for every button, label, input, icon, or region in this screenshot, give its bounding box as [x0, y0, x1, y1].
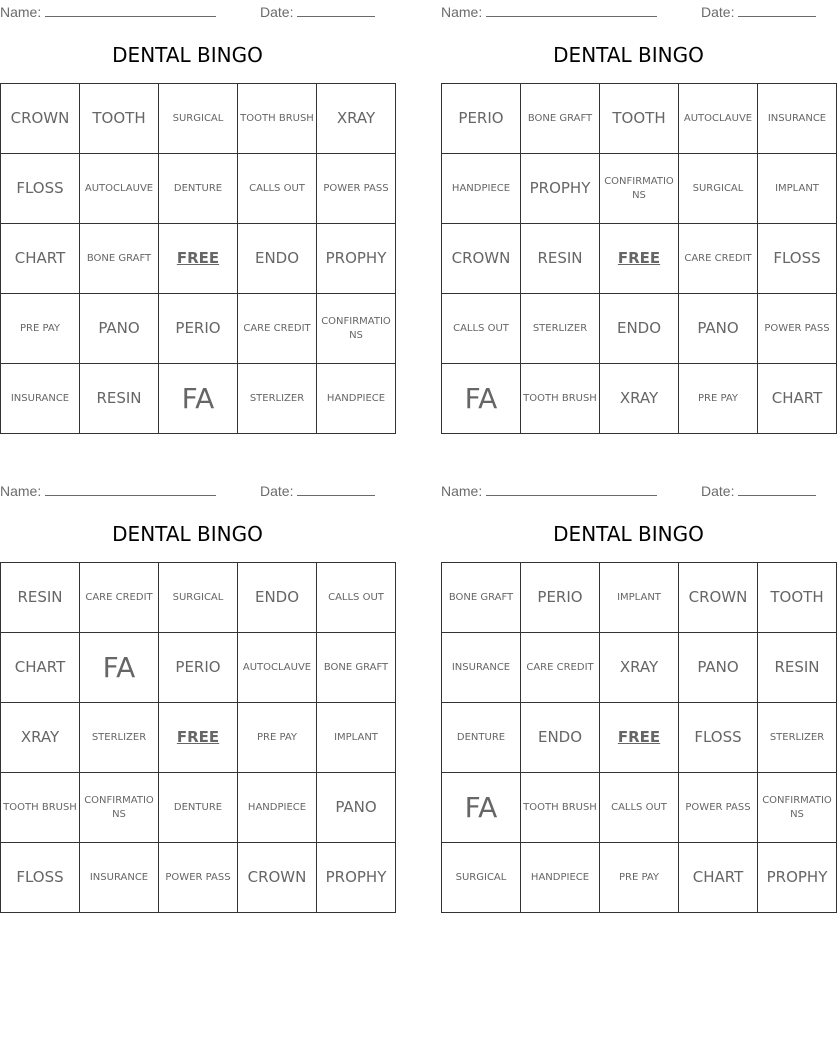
bingo-cell: POWER PASS	[758, 294, 837, 364]
bingo-cell: CALLS OUT	[442, 294, 521, 364]
bingo-cell: CALLS OUT	[317, 563, 396, 633]
bingo-cell: FLOSS	[679, 703, 758, 773]
card-header	[441, 479, 816, 501]
bingo-cell: DENTURE	[442, 703, 521, 773]
bingo-cell: TOOTH	[600, 84, 679, 154]
name-field[interactable]	[0, 2, 216, 20]
date-field[interactable]	[701, 481, 816, 499]
bingo-cell: CARE CREDIT	[80, 563, 159, 633]
bingo-cell: POWER PASS	[317, 154, 396, 224]
bingo-cell: PRE PAY	[1, 294, 80, 364]
bingo-cell: HANDPIECE	[317, 364, 396, 434]
name-field[interactable]	[0, 481, 216, 499]
free-space: FREE	[159, 224, 238, 294]
card-header	[0, 0, 375, 22]
bingo-cell: TOOTH BRUSH	[238, 84, 317, 154]
bingo-cell: ENDO	[600, 294, 679, 364]
bingo-cell: PRE PAY	[679, 364, 758, 434]
bingo-cell: TOOTH	[758, 563, 837, 633]
grid-row	[442, 224, 837, 294]
bingo-cell: BONE GRAFT	[442, 563, 521, 633]
card-title: DENTAL BINGO	[553, 522, 704, 546]
card-title: DENTAL BINGO	[553, 43, 704, 67]
bingo-cell: CHART	[679, 843, 758, 913]
bingo-cell: TOOTH	[80, 84, 159, 154]
bingo-cell: PROPHY	[317, 224, 396, 294]
grid-row	[442, 563, 837, 633]
bingo-grid	[0, 562, 396, 913]
bingo-cell: TOOTH BRUSH	[521, 364, 600, 434]
bingo-cell: CONFIRMATIONS	[600, 154, 679, 224]
name-label: Name:	[441, 483, 483, 499]
date-label: Date:	[701, 483, 735, 499]
grid-row	[1, 154, 396, 224]
bingo-cell: PRE PAY	[238, 703, 317, 773]
grid-row	[1, 84, 396, 154]
grid-row	[442, 294, 837, 364]
grid-row	[1, 843, 396, 913]
bingo-cell: PROPHY	[317, 843, 396, 913]
bingo-cell: CROWN	[238, 843, 317, 913]
bingo-cell: TOOTH BRUSH	[1, 773, 80, 843]
bingo-cell: CONFIRMATIONS	[80, 773, 159, 843]
name-line	[45, 481, 216, 496]
bingo-cell: BONE GRAFT	[80, 224, 159, 294]
bingo-grid	[441, 83, 837, 434]
bingo-cell: FA	[442, 364, 521, 434]
bingo-cell: CHART	[758, 364, 837, 434]
name-field[interactable]	[441, 2, 657, 20]
free-space: FREE	[600, 703, 679, 773]
name-line	[45, 2, 216, 17]
bingo-cell: INSURANCE	[80, 843, 159, 913]
name-label: Name:	[441, 4, 483, 20]
date-line	[297, 2, 375, 17]
bingo-cell: CONFIRMATIONS	[758, 773, 837, 843]
bingo-cell: STERLIZER	[521, 294, 600, 364]
grid-row	[1, 224, 396, 294]
bingo-grid	[441, 562, 837, 913]
bingo-cell: PANO	[80, 294, 159, 364]
date-label: Date:	[260, 483, 294, 499]
bingo-cell: CROWN	[442, 224, 521, 294]
card-title: DENTAL BINGO	[112, 522, 263, 546]
bingo-cell: INSURANCE	[758, 84, 837, 154]
name-field[interactable]	[441, 481, 657, 499]
bingo-cell: CALLS OUT	[600, 773, 679, 843]
bingo-grid	[0, 83, 396, 434]
bingo-cell: ENDO	[521, 703, 600, 773]
bingo-cell: AUTOCLAUVE	[80, 154, 159, 224]
name-line	[486, 2, 657, 17]
bingo-cell: XRAY	[317, 84, 396, 154]
bingo-cell: SURGICAL	[442, 843, 521, 913]
bingo-card-1	[0, 0, 391, 435]
card-header	[0, 479, 375, 501]
bingo-card-3	[0, 479, 389, 914]
bingo-cell: FA	[80, 633, 159, 703]
bingo-cell: CROWN	[1, 84, 80, 154]
bingo-cell: IMPLANT	[600, 563, 679, 633]
bingo-cell: ENDO	[238, 563, 317, 633]
date-line	[738, 2, 816, 17]
bingo-cell: SURGICAL	[159, 84, 238, 154]
bingo-cell: SURGICAL	[159, 563, 238, 633]
bingo-cell: FA	[159, 364, 238, 434]
bingo-cell: PROPHY	[521, 154, 600, 224]
bingo-cell: RESIN	[80, 364, 159, 434]
bingo-card-4	[441, 479, 832, 914]
bingo-cell: BONE GRAFT	[521, 84, 600, 154]
bingo-cell: CARE CREDIT	[238, 294, 317, 364]
grid-row	[1, 563, 396, 633]
bingo-cell: PERIO	[521, 563, 600, 633]
bingo-cell: RESIN	[521, 224, 600, 294]
bingo-cell: CHART	[1, 224, 80, 294]
bingo-cell: XRAY	[1, 703, 80, 773]
date-field[interactable]	[260, 2, 375, 20]
bingo-cell: CONFIRMATIONS	[317, 294, 396, 364]
grid-row	[1, 294, 396, 364]
bingo-cell: DENTURE	[159, 773, 238, 843]
name-label: Name:	[0, 483, 42, 499]
grid-row	[442, 154, 837, 224]
bingo-cell: FLOSS	[758, 224, 837, 294]
bingo-cell: PANO	[317, 773, 396, 843]
grid-row	[442, 633, 837, 703]
free-space: FREE	[159, 703, 238, 773]
grid-row	[442, 364, 837, 434]
bingo-cell: INSURANCE	[1, 364, 80, 434]
bingo-cell: IMPLANT	[758, 154, 837, 224]
grid-row	[442, 773, 837, 843]
bingo-cell: CARE CREDIT	[679, 224, 758, 294]
bingo-cell: PRE PAY	[600, 843, 679, 913]
bingo-cell: CARE CREDIT	[521, 633, 600, 703]
bingo-cell: PERIO	[442, 84, 521, 154]
bingo-cell: PROPHY	[758, 843, 837, 913]
bingo-card-2	[441, 0, 830, 435]
grid-row	[442, 703, 837, 773]
bingo-cell: DENTURE	[159, 154, 238, 224]
card-header	[441, 0, 816, 22]
grid-row	[1, 633, 396, 703]
bingo-cell: TOOTH BRUSH	[521, 773, 600, 843]
bingo-cell: HANDPIECE	[238, 773, 317, 843]
bingo-cell: STERLIZER	[80, 703, 159, 773]
bingo-cell: POWER PASS	[679, 773, 758, 843]
bingo-cell: INSURANCE	[442, 633, 521, 703]
bingo-cell: AUTOCLAUVE	[679, 84, 758, 154]
bingo-cell: XRAY	[600, 633, 679, 703]
bingo-cell: PERIO	[159, 633, 238, 703]
bingo-cell: FA	[442, 773, 521, 843]
bingo-cell: PANO	[679, 294, 758, 364]
grid-row	[442, 843, 837, 913]
name-line	[486, 481, 657, 496]
bingo-cell: POWER PASS	[159, 843, 238, 913]
bingo-cell: AUTOCLAUVE	[238, 633, 317, 703]
free-space: FREE	[600, 224, 679, 294]
bingo-cell: CALLS OUT	[238, 154, 317, 224]
bingo-cell: PERIO	[159, 294, 238, 364]
grid-row	[1, 773, 396, 843]
bingo-cell: BONE GRAFT	[317, 633, 396, 703]
date-field[interactable]	[260, 481, 375, 499]
bingo-cell: CROWN	[679, 563, 758, 633]
bingo-cell: FLOSS	[1, 154, 80, 224]
bingo-cell: CHART	[1, 633, 80, 703]
grid-row	[442, 84, 837, 154]
grid-row	[1, 703, 396, 773]
date-label: Date:	[701, 4, 735, 20]
date-line	[297, 481, 375, 496]
bingo-cell: SURGICAL	[679, 154, 758, 224]
bingo-cell: STERLIZER	[758, 703, 837, 773]
date-label: Date:	[260, 4, 294, 20]
bingo-cell: HANDPIECE	[442, 154, 521, 224]
bingo-cell: RESIN	[1, 563, 80, 633]
bingo-cell: STERLIZER	[238, 364, 317, 434]
bingo-cell: XRAY	[600, 364, 679, 434]
name-label: Name:	[0, 4, 42, 20]
bingo-cell: FLOSS	[1, 843, 80, 913]
date-field[interactable]	[701, 2, 816, 20]
card-title: DENTAL BINGO	[112, 43, 263, 67]
bingo-cell: ENDO	[238, 224, 317, 294]
bingo-cell: PANO	[679, 633, 758, 703]
date-line	[738, 481, 816, 496]
grid-row	[1, 364, 396, 434]
bingo-cell: RESIN	[758, 633, 837, 703]
bingo-cell: HANDPIECE	[521, 843, 600, 913]
bingo-cell: IMPLANT	[317, 703, 396, 773]
